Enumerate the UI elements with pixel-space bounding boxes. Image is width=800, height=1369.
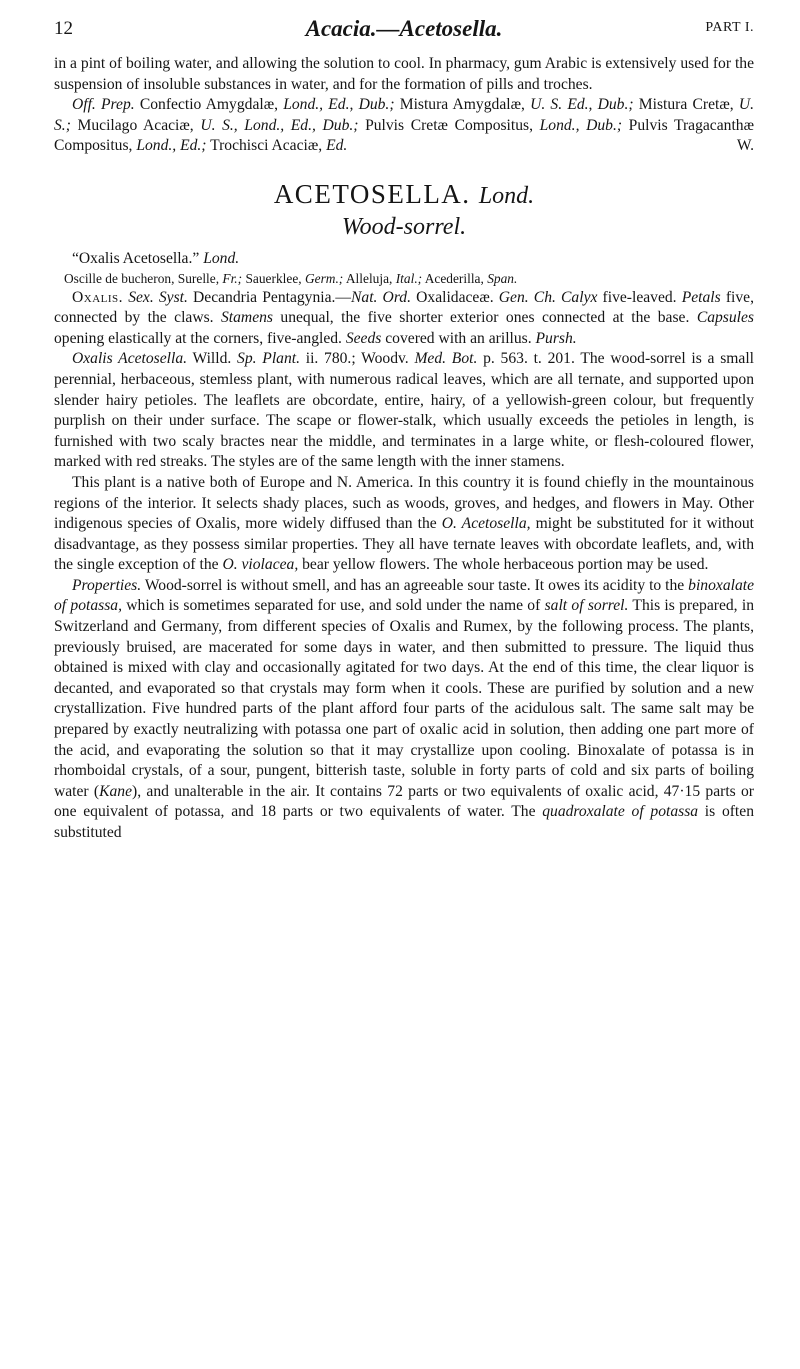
article-title <box>54 179 754 210</box>
article-title-text: ACETOSELLA. <box>273 178 471 209</box>
paragraph-off-prep: Off. Prep. Confectio Amygdalæ, Lond., Ed., Dub.; Mistura Amygdalæ, U. S. Ed., Dub.; Mistura Cretæ, U. S.; Mucilago Acaciæ, U. S., Lond., Ed., Dub.; Pulvis Cretæ Compositus, Lond., Dub.; Pulvis Tragacanthæ Compositus, Lond., Ed.; Trochisci Acaciæ, Ed. W. <box>54 96 754 155</box>
paragraph-generic-character: Oxalis. Sex. Syst. Decandria Pentagynia.—Nat. Ord. Oxalidaceæ. Gen. Ch. Calyx five-leaved. Petals five, connected by the claws. Stamens unequal, the five shorter exterior ones connected at the base. Capsules opening elastically at the corners, five-angled. Seeds covered with an arillus. Pursh. <box>54 288 754 347</box>
paragraph-properties: Properties. Wood-sorrel is without smell, and has an agreeable sour taste. It owes its acidity to the binoxalate of potassa, which is sometimes separated for use, and sold under the name of salt of sorrel. This is prepared, in Switzerland and Germany, from different species of Oxalis and Rumex, by the following process. The plants, previously bruised, are macerated for some days in water, and then submitted to pressure. The liquid thus obtained is mixed with clay and occasionally agitated for two days. At the end of this time, the clear liquor is decanted, and evaporated so that crystals may form when it cools. These are purified by solution and a new crystallization. Five hundred parts of the plant afford four parts of the acidulous salt. The same salt may be prepared by exactly neutralizing with potassa one part of oxalic acid in solution, then adding one part more of the acid, and evaporating the solution so that it may crystallize upon cooling. Binoxalate of potassa is in rhomboidal crystals, of a sour, pungent, bitterish taste, soluble in forty parts of cold and six parts of boiling water (Kane), and unalterable in the air. It contains 72 parts or two equivalents of oxalic acid, 47·15 parts or one equivalent of potassa, and 18 parts or two equivalents of water. The quadroxalate of potassa is often substituted <box>54 576 754 841</box>
paragraph-synonyms: Oscille de bucheron, Surelle, Fr.; Sauerklee, Germ.; Alleluja, Ital.; Acederilla, Span. <box>64 270 518 286</box>
article-authority: Lond. <box>478 182 535 209</box>
paragraph-gum-arabic: in a pint of boiling water, and allowing the solution to cool. In pharmacy, gum Arabic is extensively used for the suspension of insoluble substances in water, and for the formation of pills and troches. <box>54 55 754 93</box>
page-number: 12 <box>54 18 73 39</box>
article-common-name: Wood-sorrel. <box>341 213 467 240</box>
part-label: PART I. <box>705 20 754 35</box>
running-title: Acacia.—Acetosella. <box>305 16 503 41</box>
paragraph-description: Oxalis Acetosella. Willd. Sp. Plant. ii. 780.; Woodv. Med. Bot. p. 563. t. 201. The wood-sorrel is a small perennial, herbaceous, stemless plant, with numerous radical leaves, which are all ternate, and supported upon slender hairy petioles. The leaflets are obcordate, entire, hairy, of a yellowish-green colour, but frequently purplish on their under surface. The scape or flower-stalk, which usually exceeds the petioles in length, is furnished with two scaly bractes near the middle, and terminates in a large white, or flesh-coloured flower, marked with red streaks. The styles are of the same length with the inner stamens. <box>54 350 755 471</box>
paragraph-habitat: This plant is a native both of Europe and N. America. In this country it is found chiefly in the mountainous regions of the interior. It selects shady places, such as woods, groves, and hedges, and flowers in May. Other indigenous species of Oxalis, more widely diffused than the O. Acetosella, might be substituted for it without disadvantage, as they possess similar properties. They all have ternate leaves with obcordate leaflets, and, with the single exception of the O. violacea, bear yellow flowers. The whole herbaceous portion may be used. <box>54 473 754 574</box>
running-head <box>54 14 754 54</box>
paragraph-pharmacopoeia-name: “Oxalis Acetosella.” Lond. <box>72 249 240 267</box>
